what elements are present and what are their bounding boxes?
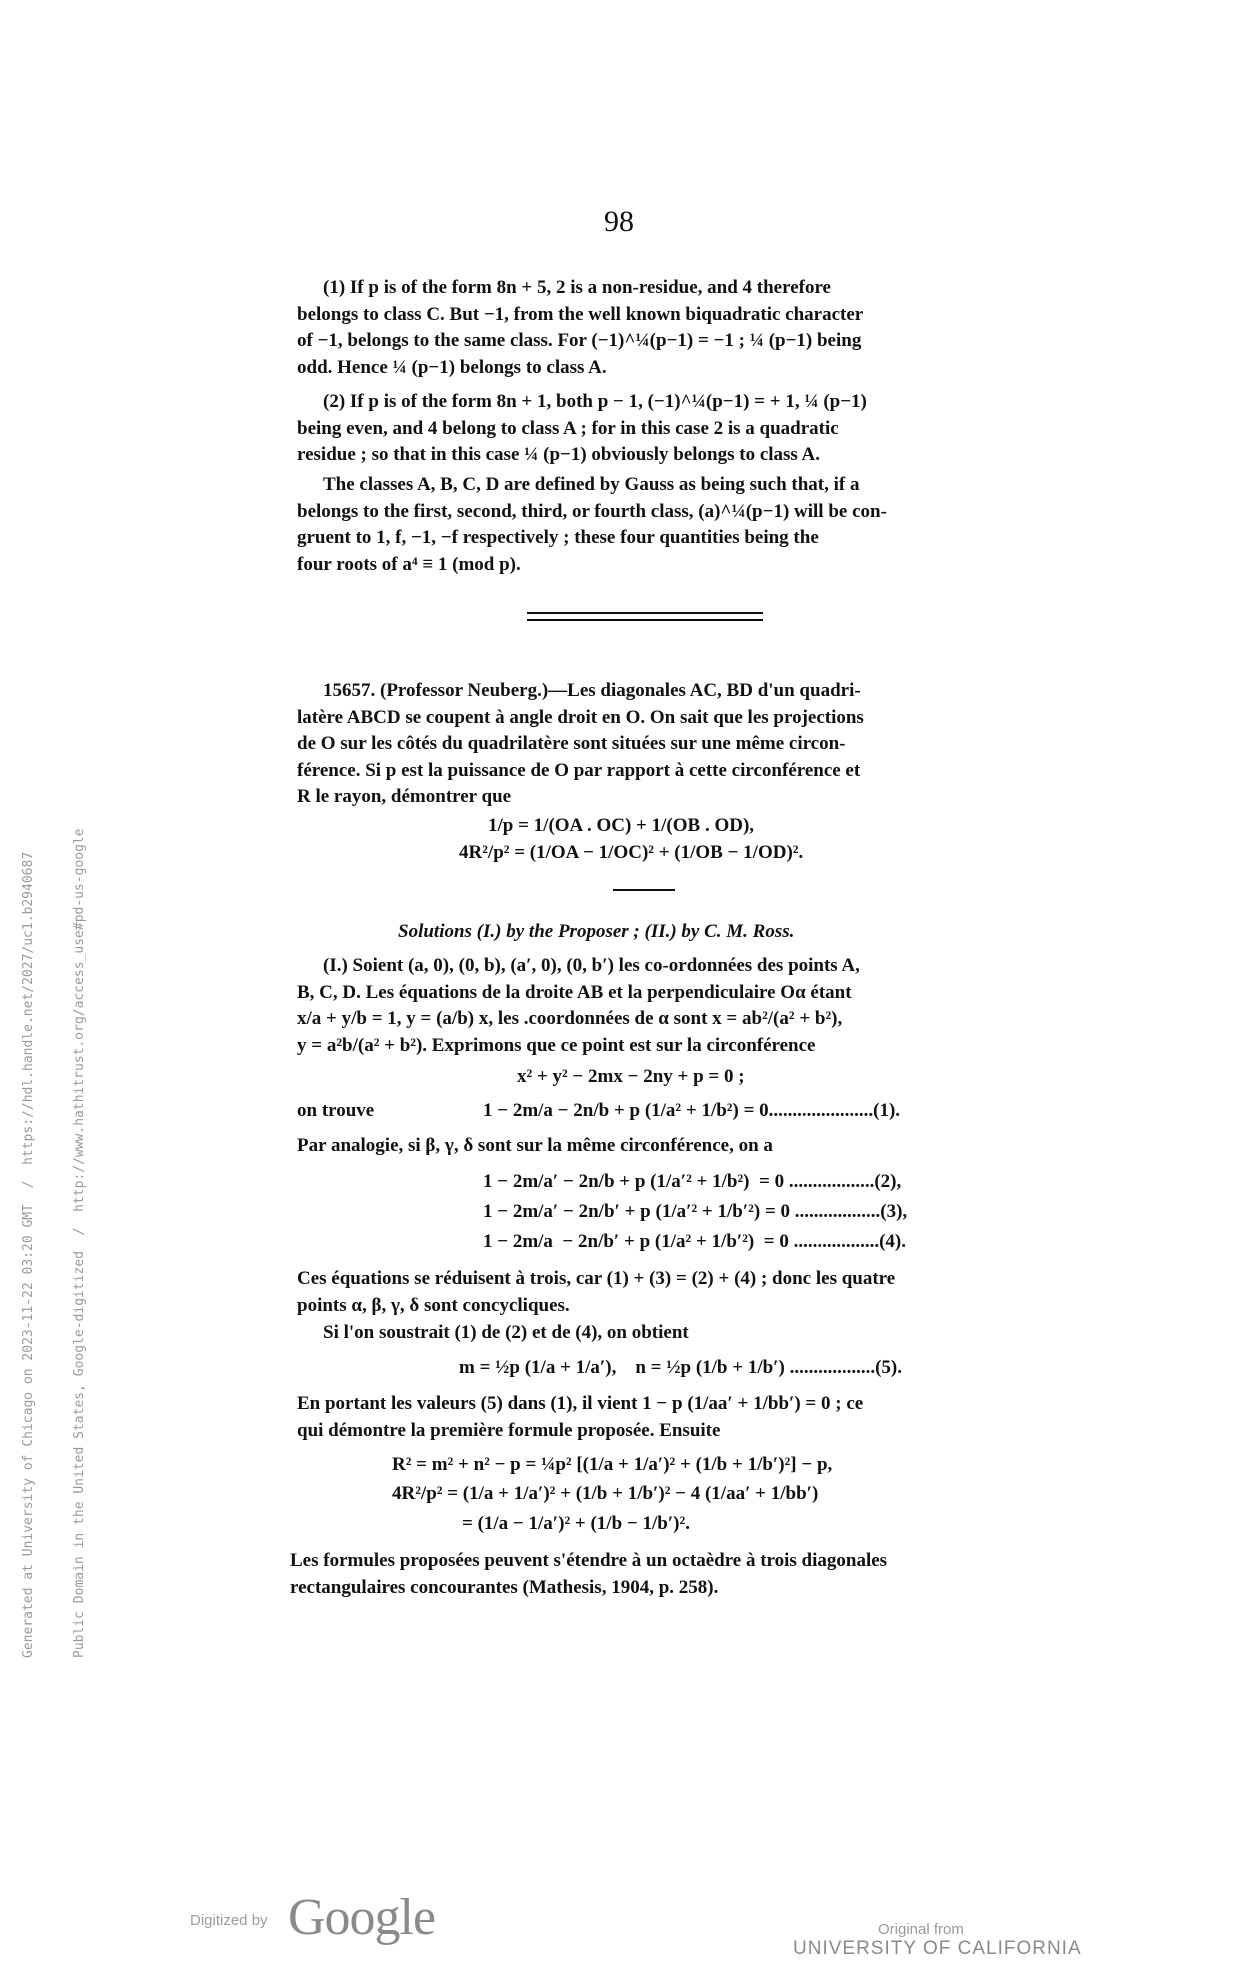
digitized-by-label: Digitized by bbox=[190, 1912, 268, 1929]
equation-numbered-1: 1 − 2m/a − 2n/b + p (1/a² + 1/b²) = 0......................(1). bbox=[483, 1100, 901, 1121]
original-from-label: Original from bbox=[878, 1921, 964, 1938]
solutions-heading: Solutions (I.) by the Proposer ; (II.) by C. M. Ross. bbox=[398, 921, 795, 942]
text-line: The classes A, B, C, D are defined by Gauss as being such that, if a bbox=[323, 474, 860, 495]
text-line: de O sur les côtés du quadrilatère sont situées sur une même circon- bbox=[297, 733, 846, 754]
text-line: belongs to the first, second, third, or fourth class, (a)^¼(p−1) will be con- bbox=[297, 500, 887, 522]
radius-equation-2: 4R²/p² = (1/a + 1/a′)² + (1/b + 1/b′)² − 4 (1/aa′ + 1/bb′) bbox=[392, 1483, 819, 1504]
page-number: 98 bbox=[604, 205, 634, 238]
analogie-text: Par analogie, si β, γ, δ sont sur la même circonférence, on a bbox=[297, 1135, 773, 1156]
text-line: (1) If p is of the form 8n + 5, 2 is a non-residue, and 4 therefore bbox=[323, 277, 831, 298]
text-line: qui démontre la première formule proposée. Ensuite bbox=[297, 1419, 721, 1441]
solution-paragraph-1 bbox=[297, 953, 1002, 1059]
hathitrust-watermark bbox=[0, 828, 105, 1658]
watermark-line: Generated at University of Chicago on 2023-11-22 03:20 GMT / https://hdl.handle.net/2027/uc1.b2940687 bbox=[21, 851, 36, 1658]
portant-paragraph bbox=[297, 1391, 1002, 1444]
equation-numbered-3: 1 − 2m/a′ − 2n/b′ + p (1/a′² + 1/b′²) = 0 ..................(3), bbox=[483, 1201, 908, 1222]
equation-numbered-5: m = ½p (1/a + 1/a′), n = ½p (1/b + 1/b′) ..................(5). bbox=[459, 1357, 902, 1378]
text-line: (I.) Soient (a, 0), (0, b), (a′, 0), (0, b′) les co-ordonnées des points A, bbox=[323, 955, 860, 976]
text-line: y = a²b/(a² + b²). Exprimons que ce point est sur la circonférence bbox=[297, 1034, 816, 1056]
problem-statement bbox=[297, 678, 1002, 811]
text-line: odd. Hence ¼ (p−1) belongs to class A. bbox=[297, 356, 607, 378]
text-line: four roots of a⁴ ≡ 1 (mod p). bbox=[297, 553, 521, 575]
paragraph-3 bbox=[297, 472, 1002, 578]
on-trouve-label: on trouve bbox=[297, 1100, 375, 1121]
watermark-line: Public Domain in the United States, Google-digitized / http://www.hathitrust.org/access_use#pd-us-google bbox=[72, 828, 87, 1658]
text-line: Ces équations se réduisent à trois, car (1) + (3) = (2) + (4) ; donc les quatre bbox=[297, 1268, 896, 1289]
equation-2: 4R²/p² = (1/OA − 1/OC)² + (1/OB − 1/OD)². bbox=[459, 842, 804, 863]
equation-numbered-2: 1 − 2m/a′ − 2n/b + p (1/a′² + 1/b²) = 0 ..................(2), bbox=[483, 1171, 902, 1192]
soustrait-text: Si l'on soustrait (1) de (2) et de (4), on obtient bbox=[323, 1322, 689, 1343]
paragraph-1 bbox=[297, 275, 1002, 381]
paragraph-2 bbox=[297, 389, 1002, 469]
google-logo: Google bbox=[288, 1889, 436, 1946]
text-line: (2) If p is of the form 8n + 1, both p − 1, (−1)^¼(p−1) = + 1, ¼ (p−1) bbox=[323, 391, 867, 412]
section-divider-top bbox=[527, 612, 763, 614]
text-line: R le rayon, démontrer que bbox=[297, 786, 512, 807]
section-divider-bottom bbox=[527, 619, 763, 621]
radius-equation-3: = (1/a − 1/a′)² + (1/b − 1/b′)². bbox=[462, 1513, 690, 1534]
final-paragraph bbox=[290, 1548, 1002, 1601]
text-line: of −1, belongs to the same class. For (−1)^¼(p−1) = −1 ; ¼ (p−1) being bbox=[297, 330, 862, 351]
text-line: En portant les valeurs (5) dans (1), il vient 1 − p (1/aa′ + 1/bb′) = 0 ; ce bbox=[297, 1393, 864, 1414]
reduce-paragraph bbox=[297, 1266, 1002, 1319]
equation-numbered-4: 1 − 2m/a − 2n/b′ + p (1/a² + 1/b′²) = 0 ..................(4). bbox=[483, 1231, 906, 1252]
text-line: being even, and 4 belong to class A ; for in this case 2 is a quadratic bbox=[297, 417, 839, 439]
circle-equation: x² + y² − 2mx − 2ny + p = 0 ; bbox=[517, 1066, 745, 1087]
equation-1: 1/p = 1/(OA . OC) + 1/(OB . OD), bbox=[488, 815, 755, 836]
radius-equation-1: R² = m² + n² − p = ¼p² [(1/a + 1/a′)² + (1/b + 1/b′)²] − p, bbox=[392, 1454, 833, 1475]
text-line: 15657. (Professor Neuberg.)—Les diagonales AC, BD d'un quadri- bbox=[323, 680, 861, 701]
text-line: rectangulaires concourantes (Mathesis, 1904, p. 258). bbox=[290, 1576, 719, 1598]
text-line: gruent to 1, f, −1, −f respectively ; these four quantities being the bbox=[297, 527, 819, 548]
text-line: férence. Si p est la puissance de O par rapport à cette circonférence et bbox=[297, 759, 861, 781]
text-line: residue ; so that in this case ¼ (p−1) obviously belongs to class A. bbox=[297, 444, 821, 465]
text-line: points α, β, γ, δ sont concycliques. bbox=[297, 1294, 570, 1316]
text-line: Les formules proposées peuvent s'étendre à un octaèdre à trois diagonales bbox=[290, 1550, 888, 1571]
university-label: UNIVERSITY OF CALIFORNIA bbox=[793, 1938, 1082, 1959]
text-line: latère ABCD se coupent à angle droit en O. On sait que les projections bbox=[297, 706, 864, 728]
text-line: B, C, D. Les équations de la droite AB et la perpendiculaire Oα étant bbox=[297, 981, 852, 1003]
text-line: x/a + y/b = 1, y = (a/b) x, les .coordonnées de α sont x = ab²/(a² + b²), bbox=[297, 1008, 843, 1029]
text-line: belongs to class C. But −1, from the well known biquadratic character bbox=[297, 303, 864, 325]
short-divider bbox=[613, 889, 675, 891]
